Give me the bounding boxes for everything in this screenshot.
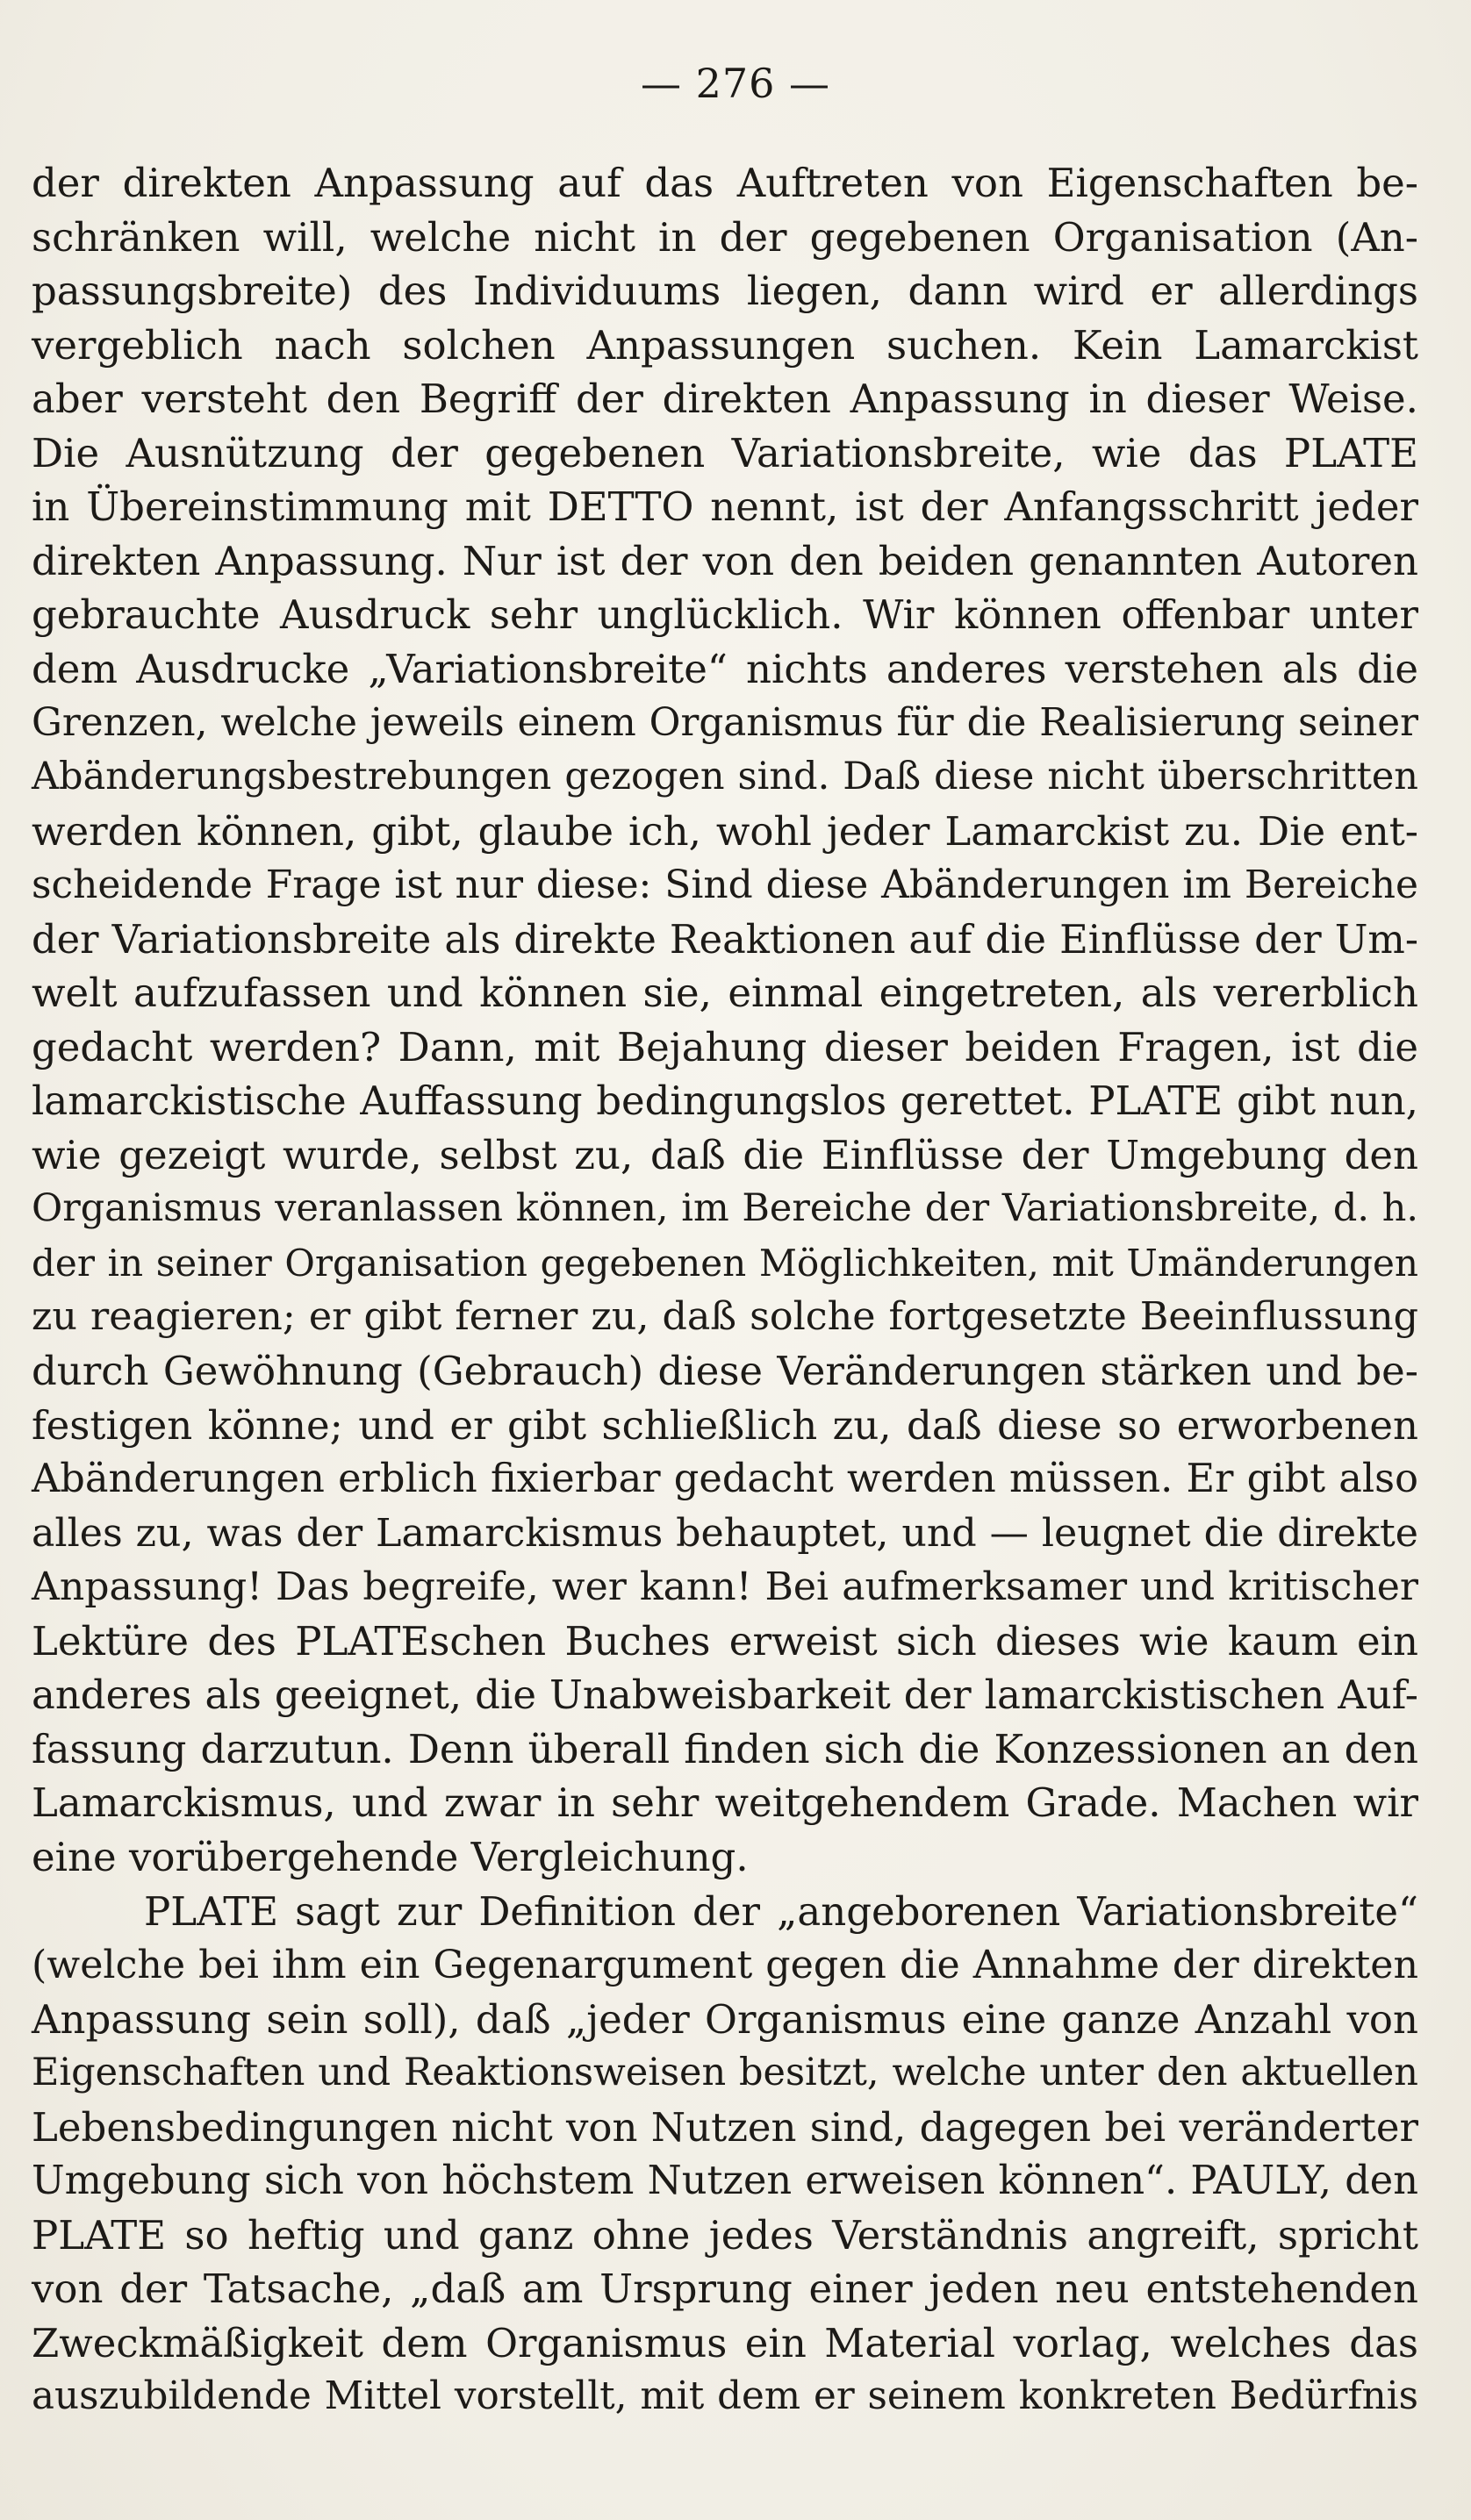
text-line: gedacht werden? Dann, mit Bejahung dieser beiden Fragen, ist die <box>32 1023 1418 1070</box>
text-line: von der Tatsache, „daß am Ursprung einer jeden neu entstehenden <box>32 2266 1418 2313</box>
text-line: Lektüre des PLATEschen Buches erweist sich dieses wie kaum ein <box>32 1617 1418 1664</box>
text-line: Grenzen, welche jeweils einem Organismus für die Realisierung seiner <box>32 700 1418 746</box>
text-line: Lamarckismus, und zwar in sehr weitgehendem Grade. Machen wir <box>32 1779 1418 1827</box>
text-line: der direkten Anpassung auf das Auftreten von Eigenschaften be- <box>32 160 1418 206</box>
text-line: zu reagieren; er gibt ferner zu, daß solche fortgesetzte Beeinflussung <box>32 1294 1418 1340</box>
text-line: Lebensbedingungen nicht von Nutzen sind, dagegen bei veränderter <box>32 2103 1418 2151</box>
text-line: scheidende Frage ist nur diese: Sind diese Abänderungen im Bereiche <box>32 863 1418 908</box>
text-line: durch Gewöhnung (Gebrauch) diese Veränderungen stärken und be- <box>32 1348 1418 1395</box>
text-line: passungsbreite) des Individuums liegen, dann wird er allerdings <box>32 268 1418 315</box>
text-line: direkten Anpassung. Nur ist der von den beiden genannten Autoren <box>32 537 1418 584</box>
text-line: lamarckistische Auffassung bedingungslos gerettet. PLATE gibt nun, <box>32 1077 1418 1125</box>
text-line: Abänderungsbestrebungen gezogen sind. Daß diese nicht überschritten <box>32 755 1418 799</box>
text-line: eine vorübergehende Vergleichung. <box>32 1833 749 1880</box>
text-line: dem Ausdrucke „Variationsbreite“ nichts anderes verstehen als die <box>32 645 1418 692</box>
text-line: (welche bei ihm ein Gegenargument gegen die Annahme der direkten <box>32 1943 1418 1988</box>
text-line: alles zu, was der Lamarckismus behauptet, und — leugnet die direkte <box>32 1510 1418 1556</box>
text-line: Die Ausnützung der gegebenen Variationsbreite, wie das PLATE <box>32 429 1418 476</box>
text-line: aber versteht den Begriff der direkten Anpassung in dieser Weise. <box>32 376 1418 423</box>
text-line: wie gezeigt wurde, selbst zu, daß die Einflüsse der Umgebung den <box>32 1131 1418 1178</box>
text-line: der in seiner Organisation gegebenen Möglichkeiten, mit Umänderungen <box>32 1241 1418 1285</box>
text-line: Anpassung! Das begreife, wer kann! Bei aufmerksamer und kritischer <box>32 1564 1418 1610</box>
text-line: Anpassung sein soll), daß „jeder Organismus eine ganze Anzahl von <box>32 1995 1418 2043</box>
text-line: vergeblich nach solchen Anpassungen suchen. Kein Lamarckist <box>32 321 1418 369</box>
text-line: PLATE so heftig und ganz ohne jedes Verständnis angreift, spricht <box>32 2211 1418 2259</box>
text-line: Eigenschaften und Reaktionsweisen besitzt, welche unter den aktuellen <box>32 2051 1418 2095</box>
body-text <box>32 156 1418 2424</box>
text-line: anderes als geeignet, die Unabweisbarkeit der lamarckistischen Auf- <box>32 1672 1418 1719</box>
text-line: welt aufzufassen und können sie, einmal eingetreten, als vererblich <box>32 970 1418 1017</box>
text-line: werden können, gibt, glaube ich, wohl jeder Lamarckist zu. Die ent- <box>32 807 1418 855</box>
text-line: fassung darzutun. Denn überall finden sich die Konzessionen an den <box>32 1725 1418 1772</box>
text-line: Abänderungen erblich fixierbar gedacht werden müssen. Er gibt also <box>32 1456 1418 1502</box>
text-line: gebrauchte Ausdruck sehr unglücklich. Wir können offenbar unter <box>32 591 1418 639</box>
text-line: auszubildende Mittel vorstellt, mit dem er seinem konkreten Bedürfnis <box>32 2374 1418 2419</box>
text-line: PLATE sagt zur Definition der „angeborenen Variationsbreite“ <box>144 1887 1418 1935</box>
page-number: — 276 — <box>640 60 831 107</box>
text-line: Zweckmäßigkeit dem Organismus ein Material vorlag, welches das <box>32 2319 1418 2366</box>
text-line: Umgebung sich von höchstem Nutzen erweisen können“. PAULY, den <box>32 2158 1418 2204</box>
text-line: in Übereinstimmung mit DETTO nennt, ist der Anfangsschritt jeder <box>32 483 1418 531</box>
text-line: Organismus veranlassen können, im Bereiche der Variationsbreite, d. h. <box>32 1186 1418 1231</box>
text-line: der Variationsbreite als direkte Reaktionen auf die Einflüsse der Um- <box>32 915 1418 963</box>
text-line: festigen könne; und er gibt schließlich zu, daß diese so erworbenen <box>32 1401 1418 1449</box>
text-line: schränken will, welche nicht in der gegebenen Organisation (An- <box>32 213 1418 261</box>
